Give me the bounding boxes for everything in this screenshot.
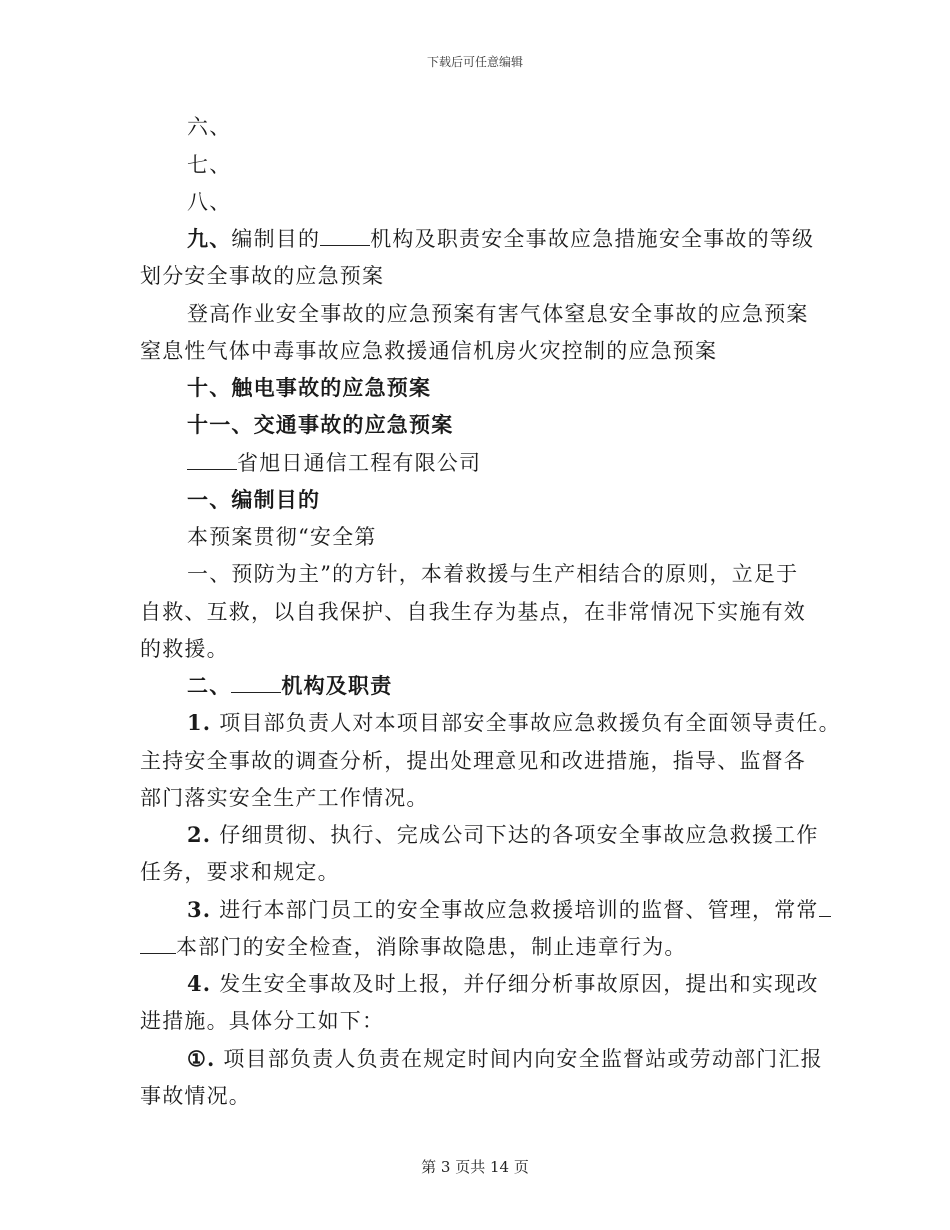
heading-seven: 七、 — [187, 153, 232, 177]
heading-eleven: 十一、交通事故的应急预案 — [187, 412, 454, 437]
paragraph-text: 本部门的安全检查，消除事故隐患，制止违章行为。 — [176, 935, 687, 959]
toc-nine-part2: 机构及职责安全事故应急措施安全事故的等级 — [370, 227, 815, 251]
paragraph-line: 自救、互救，以自我保护、自我生存为基点，在非常情况下实施有效 — [140, 600, 806, 624]
paragraph-line — [140, 933, 820, 961]
list-item-3 — [187, 896, 817, 924]
paragraph-line: 任务，要求和规定。 — [140, 860, 340, 884]
heading-ten: 十、触电事故的应急预案 — [187, 375, 432, 400]
section-2-title: 机构及职责 — [281, 673, 393, 698]
paragraph-line: 部门落实安全生产工作情况。 — [140, 786, 429, 810]
section-2-number: 二、 — [187, 673, 232, 698]
section-heading-1: 一、编制目的 — [187, 487, 321, 512]
paragraph-line: 本预案贯彻“安全第 — [187, 525, 377, 549]
list-text: 发生安全事故及时上报，并仔细分析事故原因，提出和实现改 — [211, 972, 819, 996]
list-item-4 — [187, 970, 817, 998]
list-number: 4. — [187, 971, 212, 996]
sub-item-marker: ①. — [187, 1046, 216, 1071]
toc-line-nine — [187, 225, 817, 253]
list-item-2 — [187, 821, 817, 849]
paragraph-line: 的救援。 — [140, 637, 229, 661]
page-header: 下载后可任意编辑 — [426, 55, 523, 69]
paragraph-line: 进措施。具体分工如下： — [140, 1009, 385, 1033]
fill-blank — [320, 225, 370, 246]
list-number: 1. — [187, 710, 212, 735]
paragraph-line: 事故情况。 — [140, 1084, 251, 1108]
fill-blank — [187, 449, 237, 470]
heading-six: 六、 — [187, 115, 232, 139]
sub-item-1 — [187, 1045, 823, 1073]
paragraph-line: 窒息性气体中毒事故应急救援通信机房火灾控制的应急预案 — [140, 339, 718, 363]
fill-blank — [231, 672, 281, 693]
sub-item-text: 项目部负责人负责在规定时间内向安全监督站或劳动部门汇报 — [215, 1047, 823, 1071]
paragraph-line: 主持安全事故的调查分析，提出处理意见和改进措施，指导、监督各 — [140, 749, 806, 773]
heading-eight: 八、 — [187, 190, 232, 214]
list-number: 2. — [187, 822, 212, 847]
company-name: 省旭日通信工程有限公司 — [237, 451, 482, 475]
page-footer: 第 3 页共 14 页 — [421, 1158, 529, 1176]
list-text: 进行本部门员工的安全事故应急救援培训的监督、管理，常常 — [211, 898, 819, 922]
company-line — [187, 449, 817, 477]
fill-blank — [819, 896, 831, 917]
fill-blank — [140, 933, 176, 954]
toc-nine-part1: 编制目的 — [231, 227, 321, 251]
paragraph-line: 划分安全事故的应急预案 — [140, 264, 385, 288]
section-heading-2 — [187, 672, 817, 700]
list-text: 仔细贯彻、执行、完成公司下达的各项安全事故应急救援工作 — [211, 823, 819, 847]
list-text: 项目部负责人对本项目部安全事故应急救援负有全面领导责任。 — [211, 711, 841, 735]
toc-nine-number: 九、 — [187, 226, 232, 251]
list-item-1 — [187, 709, 841, 737]
paragraph-line: 一、预防为主”的方针，本着救援与生产相结合的原则，立足于 — [187, 562, 799, 586]
paragraph-line: 登高作业安全事故的应急预案有害气体窒息安全事故的应急预案 — [187, 302, 809, 326]
list-number: 3. — [187, 897, 212, 922]
